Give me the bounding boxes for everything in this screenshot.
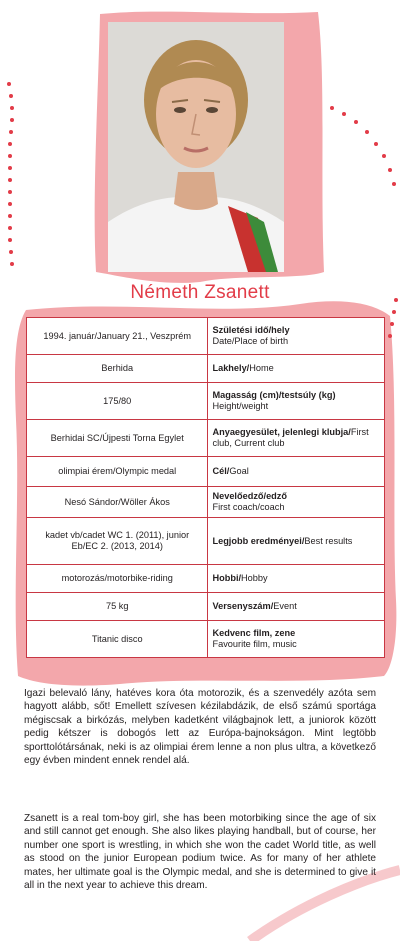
bio-hungarian: Igazi belevaló lány, hatéves kora óta motorozik, és a szenvedély azóta sem hagyott alább, sőt! Emellett szívesen kézilabdázik, de első számú sportága mégiscsak a birkózás, melyben kadetként világbajnok lett, a juniorok között pedig kétszer is dobogós lett az Európa-bajnokságon. Mint legtöbb sporttolótársának, neki is az olimpiai érem lenne a non plus ultra, a következő egy évben mindent ennek rendel alá. bbox=[24, 688, 376, 767]
portrait-illustration bbox=[108, 22, 284, 272]
profile-row bbox=[27, 487, 385, 518]
profile-label bbox=[208, 355, 385, 383]
profile-value: 75 kg bbox=[27, 593, 208, 621]
profile-label bbox=[208, 621, 385, 658]
profile-value: kadet vb/cadet WC 1. (2011), junior Eb/EC 2. (2013, 2014) bbox=[27, 518, 208, 565]
profile-label-en: Hobby bbox=[241, 573, 268, 583]
profile-value: Berhidai SC/Újpesti Torna Egylet bbox=[27, 420, 208, 457]
profile-label-hu: Lakhely/ bbox=[212, 363, 250, 373]
profile-row bbox=[27, 565, 385, 593]
profile-value: Titanic disco bbox=[27, 621, 208, 658]
profile-value: 1994. január/January 21., Veszprém bbox=[27, 318, 208, 355]
profile-row bbox=[27, 621, 385, 658]
profile-row bbox=[27, 318, 385, 355]
profile-label bbox=[208, 383, 385, 420]
profile-label-hu: Cél/ bbox=[212, 466, 230, 476]
profile-label bbox=[208, 457, 385, 487]
profile-label-hu: Magasság (cm)/testsúly (kg) bbox=[212, 390, 336, 400]
profile-label-en: Event bbox=[273, 601, 297, 611]
profile-row bbox=[27, 457, 385, 487]
profile-label-en: Best results bbox=[304, 535, 353, 546]
profile-label-en: Home bbox=[249, 363, 274, 373]
profile-label-en: First club, Current club bbox=[212, 427, 369, 448]
profile-value: 175/80 bbox=[27, 383, 208, 420]
profile-label bbox=[208, 420, 385, 457]
profile-label-en: Date/Place of birth bbox=[212, 336, 289, 346]
profile-value: olimpiai érem/Olympic medal bbox=[27, 457, 208, 487]
profile-label bbox=[208, 518, 385, 565]
profile-label-hu: Nevelőedző/edző bbox=[212, 491, 288, 501]
profile-label-hu: Születési idő/hely bbox=[212, 325, 290, 335]
profile-label-en: First coach/coach bbox=[212, 502, 285, 512]
profile-label-hu: Kedvenc film, zene bbox=[212, 628, 296, 638]
profile-label-en: Height/weight bbox=[212, 401, 269, 411]
profile-value: Berhida bbox=[27, 355, 208, 383]
bio-english: Zsanett is a real tom-boy girl, she has been motorbiking since the age of six and still cannot get enough. She also likes playing handball, but of course, her number one sport is wrestling, in which she won the cadet World title, as well as stood on the junior European podium twice. As for many of her athlete mates, her ultimate goal is the Olympic medal, and she is determined to give it all in the next year to achieve this dream. bbox=[24, 813, 376, 892]
profile-row bbox=[27, 420, 385, 457]
profile-label-hu: Legjobb eredményei/ bbox=[212, 535, 305, 546]
profile-row bbox=[27, 383, 385, 420]
profile-row bbox=[27, 593, 385, 621]
profile-row bbox=[27, 518, 385, 565]
profile-label-hu: Versenyszám/ bbox=[212, 601, 274, 611]
profile-label-hu: Anyaegyesület, jelenlegi klubja/ bbox=[212, 427, 351, 437]
profile-label bbox=[208, 565, 385, 593]
profile-label bbox=[208, 487, 385, 518]
profile-label bbox=[208, 593, 385, 621]
profile-value: motorozás/motorbike-riding bbox=[27, 565, 208, 593]
athlete-photo bbox=[108, 22, 284, 272]
profile-label-en: Goal bbox=[229, 466, 249, 476]
profile-label-hu: Hobbi/ bbox=[212, 573, 242, 583]
profile-row bbox=[27, 355, 385, 383]
dotted-line-left bbox=[7, 82, 14, 266]
athlete-name: Németh Zsanett bbox=[130, 282, 270, 303]
profile-value: Nesó Sándor/Wöller Ákos bbox=[27, 487, 208, 518]
profile-label bbox=[208, 318, 385, 355]
profile-table bbox=[26, 317, 385, 658]
profile-label-en: Favourite film, music bbox=[212, 639, 297, 649]
